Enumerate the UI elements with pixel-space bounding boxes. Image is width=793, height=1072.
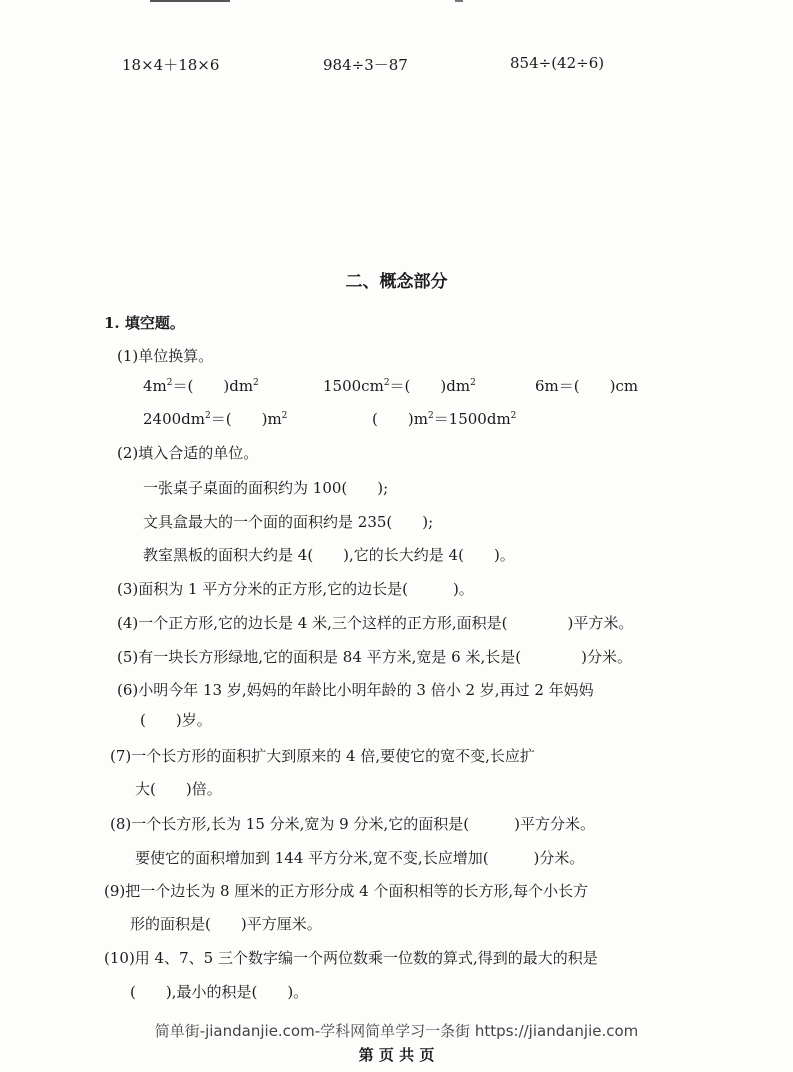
question-line: (6)小明今年 13 岁,妈妈的年龄比小明年龄的 3 倍小 2 岁,再过 2 年妈妈 — [117, 681, 594, 699]
unit-conversion-item: 6m＝( )cm — [535, 377, 639, 395]
sub-question-label: (2)填入合适的单位。 — [117, 444, 259, 462]
question-line: (7)一个长方形的面积扩大到原来的 4 倍,要使它的宽不变,长应扩 — [110, 747, 535, 765]
page-number: 第 页 共 页 — [358, 1046, 435, 1064]
sub-question-label: (1)单位换算。 — [117, 347, 214, 365]
fill-unit-line: 教室黑板的面积大约是 4( ),它的长大约是 4( )。 — [143, 546, 515, 564]
question-line: (3)面积为 1 平方分米的正方形,它的边长是( )。 — [117, 580, 474, 598]
question-title: 1. 填空题。 — [104, 314, 185, 332]
fill-unit-line: 文具盒最大的一个面的面积约是 235( ); — [143, 513, 434, 531]
source-footer: 简单街-jiandanjie.com-学科网简单学习一条街 https://jiandanjie.com — [154, 1022, 639, 1040]
section-title: 二、概念部分 — [345, 272, 448, 292]
question-line: (9)把一个边长为 8 厘米的正方形分成 4 个面积相等的长方形,每个小长方 — [104, 882, 589, 900]
question-line: 形的面积是( )平方厘米。 — [130, 915, 322, 933]
question-line: (8)一个长方形,长为 15 分米,宽为 9 分米,它的面积是( )平方分米。 — [110, 815, 595, 833]
fill-unit-line: 一张桌子桌面的面积约为 100( ); — [143, 479, 389, 497]
question-line: ( ),最小的积是( )。 — [130, 983, 309, 1001]
question-line: (4)一个正方形,它的边长是 4 米,三个这样的正方形,面积是( )平方米。 — [117, 614, 634, 632]
unit-conversion-item: $1500cm^2=$( )$dm^2$ — [323, 377, 476, 395]
unit-conversion-item: $4m^2=$( )$dm^2$ — [143, 377, 259, 395]
unit-conversion-item: ( )$m^2=1500dm^2$ — [372, 410, 517, 428]
calculation-item: 18×4＋18×6 — [122, 56, 220, 74]
question-line: (10)用 4、7、5 三个数字编一个两位数乘一位数的算式,得到的最大的积是 — [104, 949, 598, 967]
top-edge-mark — [150, 0, 230, 2]
question-line: (5)有一块长方形绿地,它的面积是 84 平方米,宽是 6 米,长是( )分米。 — [117, 648, 632, 666]
top-edge-mark — [455, 0, 463, 2]
calculation-item: 984÷3－87 — [323, 56, 408, 74]
question-line: ( )岁。 — [140, 711, 212, 729]
question-line: 要使它的面积增加到 144 平方分米,宽不变,长应增加( )分米。 — [135, 849, 585, 867]
unit-conversion-item: $2400dm^2=$( )$m^2$ — [143, 410, 288, 428]
question-line: 大( )倍。 — [135, 780, 222, 798]
calculation-item: 854÷(42÷6) — [510, 54, 605, 72]
